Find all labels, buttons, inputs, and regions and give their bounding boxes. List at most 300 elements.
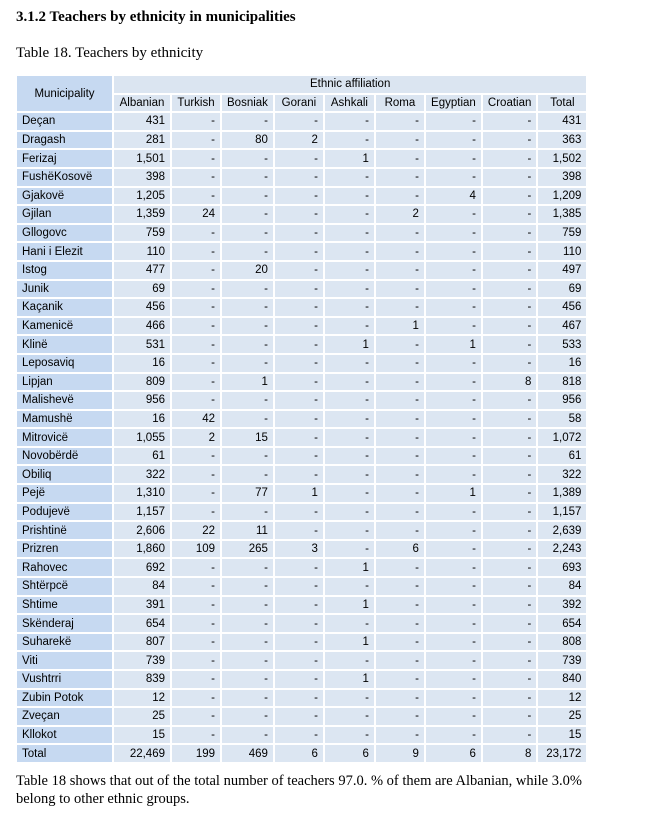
- table-row: [17, 299, 586, 316]
- cell-total: 392: [538, 597, 586, 614]
- summary-paragraph: Table 18 shows that out of the total number of teachers 97.0. % of them are Albanian, while 3.0% belong to other ethnic groups.: [16, 773, 582, 807]
- table-row: [17, 448, 586, 465]
- cell-bosniak: 469: [222, 745, 273, 762]
- table-group-header-row: [17, 76, 586, 93]
- cell-turkish: -: [172, 225, 220, 242]
- cell-gorani: -: [275, 522, 323, 539]
- cell-gorani: -: [275, 374, 323, 391]
- cell-turkish: -: [172, 374, 220, 391]
- cell-turkish: -: [172, 132, 220, 149]
- cell-bosniak: 77: [222, 485, 273, 502]
- cell-croatian: -: [483, 132, 536, 149]
- cell-croatian: -: [483, 708, 536, 725]
- column-header-gorani: Gorani: [275, 95, 323, 112]
- cell-bosniak: -: [222, 318, 273, 335]
- cell-albanian: 398: [114, 169, 170, 186]
- cell-croatian: -: [483, 448, 536, 465]
- column-header-roma: Roma: [376, 95, 424, 112]
- cell-gorani: -: [275, 336, 323, 353]
- table-row: [17, 522, 586, 539]
- cell-egyptian: -: [426, 243, 481, 260]
- cell-total: 956: [538, 392, 586, 409]
- cell-roma: 6: [376, 541, 424, 558]
- cell-albanian: 69: [114, 281, 170, 298]
- cell-albanian: 739: [114, 652, 170, 669]
- cell-gorani: -: [275, 169, 323, 186]
- table-row: [17, 466, 586, 483]
- cell-albanian: 2,606: [114, 522, 170, 539]
- cell-gorani: 1: [275, 485, 323, 502]
- cell-croatian: -: [483, 541, 536, 558]
- cell-egyptian: -: [426, 652, 481, 669]
- cell-turkish: -: [172, 597, 220, 614]
- cell-croatian: 8: [483, 745, 536, 762]
- cell-turkish: 42: [172, 411, 220, 428]
- cell-egyptian: -: [426, 150, 481, 167]
- cell-ashkali: -: [325, 243, 374, 260]
- municipality-name: Klinë: [17, 336, 112, 353]
- cell-egyptian: -: [426, 299, 481, 316]
- cell-roma: -: [376, 113, 424, 130]
- municipality-name: Rahovec: [17, 559, 112, 576]
- cell-albanian: 807: [114, 634, 170, 651]
- cell-turkish: -: [172, 708, 220, 725]
- municipality-name: Shtërpcë: [17, 578, 112, 595]
- table-row: [17, 225, 586, 242]
- cell-egyptian: -: [426, 355, 481, 372]
- municipality-name: Hani i Elezit: [17, 243, 112, 260]
- cell-croatian: -: [483, 392, 536, 409]
- cell-roma: 1: [376, 318, 424, 335]
- cell-egyptian: -: [426, 690, 481, 707]
- municipality-name: Obiliq: [17, 466, 112, 483]
- municipality-name: Gjakovë: [17, 188, 112, 205]
- cell-ashkali: -: [325, 429, 374, 446]
- cell-croatian: -: [483, 281, 536, 298]
- cell-croatian: -: [483, 522, 536, 539]
- cell-roma: -: [376, 374, 424, 391]
- cell-egyptian: -: [426, 727, 481, 744]
- cell-total: 15: [538, 727, 586, 744]
- cell-croatian: -: [483, 299, 536, 316]
- municipality-name: Podujevë: [17, 504, 112, 521]
- cell-turkish: -: [172, 169, 220, 186]
- cell-bosniak: -: [222, 169, 273, 186]
- cell-bosniak: -: [222, 188, 273, 205]
- cell-gorani: -: [275, 318, 323, 335]
- cell-roma: -: [376, 392, 424, 409]
- cell-ashkali: -: [325, 652, 374, 669]
- cell-turkish: -: [172, 466, 220, 483]
- cell-egyptian: 6: [426, 745, 481, 762]
- cell-roma: -: [376, 169, 424, 186]
- cell-ashkali: -: [325, 578, 374, 595]
- table-row: [17, 374, 586, 391]
- cell-total: 818: [538, 374, 586, 391]
- cell-croatian: -: [483, 597, 536, 614]
- cell-albanian: 1,310: [114, 485, 170, 502]
- cell-egyptian: -: [426, 411, 481, 428]
- cell-croatian: -: [483, 225, 536, 242]
- table-row: [17, 727, 586, 744]
- cell-roma: -: [376, 634, 424, 651]
- cell-ashkali: 1: [325, 671, 374, 688]
- cell-turkish: -: [172, 336, 220, 353]
- cell-bosniak: -: [222, 150, 273, 167]
- cell-total: 110: [538, 243, 586, 260]
- cell-ashkali: -: [325, 188, 374, 205]
- municipality-name: Kamenicë: [17, 318, 112, 335]
- table-row: [17, 243, 586, 260]
- cell-turkish: 199: [172, 745, 220, 762]
- cell-croatian: -: [483, 615, 536, 632]
- cell-albanian: 1,157: [114, 504, 170, 521]
- cell-bosniak: -: [222, 578, 273, 595]
- cell-gorani: -: [275, 355, 323, 372]
- cell-total: 1,389: [538, 485, 586, 502]
- cell-gorani: -: [275, 299, 323, 316]
- column-header-turkish: Turkish: [172, 95, 220, 112]
- cell-egyptian: -: [426, 634, 481, 651]
- cell-turkish: -: [172, 634, 220, 651]
- cell-albanian: 1,501: [114, 150, 170, 167]
- cell-ashkali: -: [325, 132, 374, 149]
- municipality-name: Total: [17, 745, 112, 762]
- cell-albanian: 1,359: [114, 206, 170, 223]
- cell-egyptian: -: [426, 225, 481, 242]
- municipality-name: Malishevë: [17, 392, 112, 409]
- cell-albanian: 281: [114, 132, 170, 149]
- cell-bosniak: -: [222, 671, 273, 688]
- cell-turkish: -: [172, 355, 220, 372]
- cell-egyptian: -: [426, 281, 481, 298]
- cell-albanian: 391: [114, 597, 170, 614]
- table-row: [17, 671, 586, 688]
- cell-total: 58: [538, 411, 586, 428]
- table-row: [17, 262, 586, 279]
- cell-egyptian: -: [426, 708, 481, 725]
- cell-albanian: 22,469: [114, 745, 170, 762]
- cell-bosniak: -: [222, 281, 273, 298]
- cell-gorani: -: [275, 578, 323, 595]
- cell-gorani: -: [275, 671, 323, 688]
- cell-bosniak: -: [222, 652, 273, 669]
- cell-gorani: -: [275, 150, 323, 167]
- cell-roma: -: [376, 708, 424, 725]
- municipality-name: Junik: [17, 281, 112, 298]
- cell-ashkali: -: [325, 708, 374, 725]
- cell-albanian: 16: [114, 355, 170, 372]
- municipality-name: Gjilan: [17, 206, 112, 223]
- cell-ashkali: -: [325, 727, 374, 744]
- column-header-ashkali: Ashkali: [325, 95, 374, 112]
- cell-total: 456: [538, 299, 586, 316]
- cell-total: 12: [538, 690, 586, 707]
- cell-egyptian: -: [426, 169, 481, 186]
- cell-albanian: 16: [114, 411, 170, 428]
- cell-total: 1,385: [538, 206, 586, 223]
- cell-egyptian: -: [426, 392, 481, 409]
- cell-ashkali: 1: [325, 634, 374, 651]
- cell-roma: -: [376, 188, 424, 205]
- cell-ashkali: -: [325, 281, 374, 298]
- cell-albanian: 839: [114, 671, 170, 688]
- table-row: [17, 485, 586, 502]
- table-row: [17, 355, 586, 372]
- cell-ashkali: 1: [325, 597, 374, 614]
- cell-egyptian: -: [426, 597, 481, 614]
- municipality-name: Mamushë: [17, 411, 112, 428]
- cell-gorani: -: [275, 188, 323, 205]
- cell-roma: -: [376, 671, 424, 688]
- cell-egyptian: -: [426, 541, 481, 558]
- cell-gorani: -: [275, 615, 323, 632]
- cell-roma: -: [376, 578, 424, 595]
- cell-turkish: -: [172, 504, 220, 521]
- cell-egyptian: 1: [426, 336, 481, 353]
- cell-turkish: -: [172, 318, 220, 335]
- cell-albanian: 456: [114, 299, 170, 316]
- cell-total: 497: [538, 262, 586, 279]
- table-row: [17, 188, 586, 205]
- cell-bosniak: -: [222, 299, 273, 316]
- cell-albanian: 956: [114, 392, 170, 409]
- cell-gorani: -: [275, 262, 323, 279]
- cell-egyptian: -: [426, 615, 481, 632]
- cell-gorani: -: [275, 597, 323, 614]
- cell-ashkali: -: [325, 225, 374, 242]
- cell-turkish: -: [172, 448, 220, 465]
- cell-bosniak: 20: [222, 262, 273, 279]
- cell-croatian: -: [483, 336, 536, 353]
- cell-croatian: -: [483, 578, 536, 595]
- ethnic-affiliation-header: Ethnic affiliation: [114, 76, 586, 93]
- table-row: [17, 429, 586, 446]
- municipality-name: Mitrovicë: [17, 429, 112, 446]
- municipality-name: Lipjan: [17, 374, 112, 391]
- municipality-name: Zveçan: [17, 708, 112, 725]
- cell-bosniak: 11: [222, 522, 273, 539]
- cell-total: 739: [538, 652, 586, 669]
- cell-roma: -: [376, 597, 424, 614]
- cell-ashkali: 1: [325, 336, 374, 353]
- cell-croatian: -: [483, 466, 536, 483]
- cell-bosniak: -: [222, 113, 273, 130]
- column-header-bosniak: Bosniak: [222, 95, 273, 112]
- cell-turkish: -: [172, 113, 220, 130]
- cell-turkish: -: [172, 652, 220, 669]
- cell-gorani: -: [275, 448, 323, 465]
- municipality-name: Vushtrri: [17, 671, 112, 688]
- cell-roma: -: [376, 225, 424, 242]
- cell-egyptian: -: [426, 206, 481, 223]
- cell-croatian: -: [483, 504, 536, 521]
- cell-total: 467: [538, 318, 586, 335]
- cell-bosniak: -: [222, 243, 273, 260]
- cell-albanian: 431: [114, 113, 170, 130]
- table-row: [17, 690, 586, 707]
- cell-ashkali: -: [325, 504, 374, 521]
- cell-turkish: -: [172, 188, 220, 205]
- cell-turkish: 109: [172, 541, 220, 558]
- cell-roma: -: [376, 652, 424, 669]
- cell-albanian: 654: [114, 615, 170, 632]
- cell-roma: -: [376, 727, 424, 744]
- cell-gorani: -: [275, 429, 323, 446]
- cell-egyptian: -: [426, 504, 481, 521]
- cell-croatian: -: [483, 411, 536, 428]
- cell-bosniak: -: [222, 355, 273, 372]
- cell-croatian: -: [483, 559, 536, 576]
- cell-bosniak: -: [222, 727, 273, 744]
- cell-albanian: 61: [114, 448, 170, 465]
- municipality-name: Zubin Potok: [17, 690, 112, 707]
- table-row: [17, 578, 586, 595]
- cell-albanian: 477: [114, 262, 170, 279]
- cell-gorani: 3: [275, 541, 323, 558]
- cell-bosniak: 265: [222, 541, 273, 558]
- cell-total: 322: [538, 466, 586, 483]
- cell-croatian: -: [483, 188, 536, 205]
- cell-egyptian: -: [426, 466, 481, 483]
- cell-ashkali: -: [325, 392, 374, 409]
- cell-total: 2,639: [538, 522, 586, 539]
- municipality-name: Shtime: [17, 597, 112, 614]
- cell-bosniak: -: [222, 225, 273, 242]
- municipality-name: Kllokot: [17, 727, 112, 744]
- cell-bosniak: -: [222, 690, 273, 707]
- cell-croatian: -: [483, 262, 536, 279]
- cell-roma: -: [376, 559, 424, 576]
- cell-croatian: -: [483, 690, 536, 707]
- cell-total: 16: [538, 355, 586, 372]
- cell-roma: -: [376, 690, 424, 707]
- cell-roma: -: [376, 448, 424, 465]
- municipality-name: Prizren: [17, 541, 112, 558]
- cell-egyptian: -: [426, 318, 481, 335]
- cell-gorani: -: [275, 634, 323, 651]
- cell-turkish: -: [172, 392, 220, 409]
- cell-roma: -: [376, 466, 424, 483]
- column-header-total: Total: [538, 95, 586, 112]
- cell-roma: -: [376, 299, 424, 316]
- table-row: [17, 559, 586, 576]
- table-row: [17, 392, 586, 409]
- cell-croatian: -: [483, 485, 536, 502]
- cell-egyptian: 4: [426, 188, 481, 205]
- municipality-name: Istog: [17, 262, 112, 279]
- municipality-name: Deçan: [17, 113, 112, 130]
- cell-croatian: -: [483, 355, 536, 372]
- cell-ashkali: -: [325, 411, 374, 428]
- cell-turkish: -: [172, 690, 220, 707]
- column-header-albanian: Albanian: [114, 95, 170, 112]
- cell-total: 1,157: [538, 504, 586, 521]
- cell-roma: -: [376, 504, 424, 521]
- table-total-row: [17, 745, 586, 762]
- cell-roma: -: [376, 243, 424, 260]
- cell-turkish: -: [172, 243, 220, 260]
- municipality-name: Gllogovc: [17, 225, 112, 242]
- cell-bosniak: -: [222, 504, 273, 521]
- cell-gorani: -: [275, 727, 323, 744]
- table-row: [17, 708, 586, 725]
- cell-egyptian: -: [426, 132, 481, 149]
- cell-total: 693: [538, 559, 586, 576]
- column-header-egyptian: Egyptian: [426, 95, 481, 112]
- cell-ashkali: -: [325, 113, 374, 130]
- cell-total: 840: [538, 671, 586, 688]
- municipality-name: Suharekë: [17, 634, 112, 651]
- cell-croatian: -: [483, 652, 536, 669]
- cell-turkish: 22: [172, 522, 220, 539]
- cell-gorani: -: [275, 466, 323, 483]
- cell-gorani: -: [275, 243, 323, 260]
- cell-total: 25: [538, 708, 586, 725]
- municipality-name: Prishtinë: [17, 522, 112, 539]
- cell-gorani: 2: [275, 132, 323, 149]
- municipality-name: Skënderaj: [17, 615, 112, 632]
- cell-bosniak: -: [222, 206, 273, 223]
- cell-ashkali: -: [325, 169, 374, 186]
- cell-albanian: 759: [114, 225, 170, 242]
- table-caption: Table 18. Teachers by ethnicity: [16, 45, 204, 61]
- cell-total: 2,243: [538, 541, 586, 558]
- cell-gorani: -: [275, 708, 323, 725]
- municipality-name: Novobërdë: [17, 448, 112, 465]
- table-row: [17, 336, 586, 353]
- cell-turkish: -: [172, 485, 220, 502]
- table-row: [17, 169, 586, 186]
- cell-albanian: 25: [114, 708, 170, 725]
- cell-bosniak: -: [222, 336, 273, 353]
- cell-gorani: -: [275, 206, 323, 223]
- cell-gorani: -: [275, 411, 323, 428]
- cell-ashkali: 6: [325, 745, 374, 762]
- cell-roma: -: [376, 150, 424, 167]
- cell-gorani: -: [275, 225, 323, 242]
- cell-turkish: -: [172, 262, 220, 279]
- cell-total: 1,502: [538, 150, 586, 167]
- cell-albanian: 12: [114, 690, 170, 707]
- cell-ashkali: 1: [325, 150, 374, 167]
- cell-roma: -: [376, 262, 424, 279]
- cell-roma: -: [376, 132, 424, 149]
- cell-total: 398: [538, 169, 586, 186]
- cell-roma: -: [376, 615, 424, 632]
- cell-albanian: 692: [114, 559, 170, 576]
- cell-turkish: -: [172, 299, 220, 316]
- cell-turkish: -: [172, 281, 220, 298]
- cell-bosniak: -: [222, 597, 273, 614]
- municipality-column-header: Municipality: [17, 76, 112, 111]
- cell-croatian: -: [483, 169, 536, 186]
- cell-total: 84: [538, 578, 586, 595]
- cell-bosniak: -: [222, 448, 273, 465]
- cell-albanian: 322: [114, 466, 170, 483]
- cell-roma: 9: [376, 745, 424, 762]
- cell-turkish: -: [172, 615, 220, 632]
- cell-croatian: -: [483, 206, 536, 223]
- cell-bosniak: 80: [222, 132, 273, 149]
- cell-ashkali: -: [325, 318, 374, 335]
- cell-albanian: 466: [114, 318, 170, 335]
- table-row: [17, 281, 586, 298]
- cell-ashkali: 1: [325, 559, 374, 576]
- cell-croatian: -: [483, 727, 536, 744]
- cell-roma: -: [376, 411, 424, 428]
- cell-total: 654: [538, 615, 586, 632]
